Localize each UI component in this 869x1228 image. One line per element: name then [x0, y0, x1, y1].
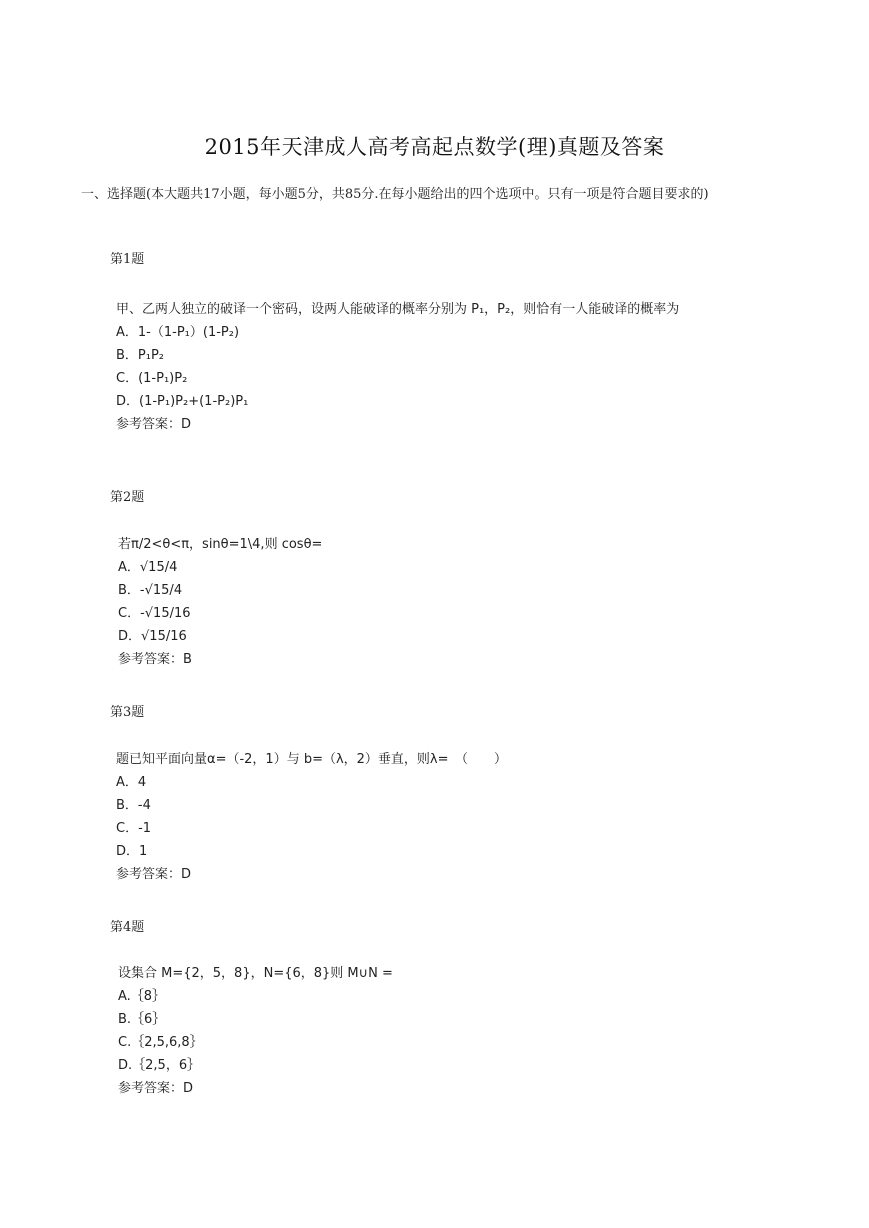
option-a: A．1-（1-P₁）(1-P₂) — [116, 325, 240, 340]
option-d: D.｛2,5，6｝ — [118, 1058, 201, 1073]
section-intro: 一、选择题(本大题共17小题，每小题5分，共85分.在每小题给出的四个选项中。只有一项是符合题目要求的) — [81, 187, 709, 202]
answer: 参考答案：B — [118, 652, 192, 667]
option-c: C．(1-P₁)P₂ — [116, 371, 188, 386]
option-a: A．4 — [116, 775, 147, 790]
option-b: B.｛6｝ — [118, 1012, 166, 1027]
option-a: A．√15/4 — [118, 560, 178, 575]
answer: 参考答案：D — [116, 417, 192, 432]
option-a: A.｛8｝ — [118, 989, 166, 1004]
question-number: 第2题 — [110, 490, 145, 505]
question-4 — [118, 962, 393, 1100]
option-d: D．√15/16 — [118, 629, 187, 644]
question-stem: 甲、乙两人独立的破译一个密码，设两人能破译的概率分别为 P₁，P₂，则恰有一人能破译的概率为 — [116, 302, 680, 317]
question-3 — [116, 748, 507, 886]
question-number: 第4题 — [110, 920, 145, 935]
option-b: B．P₁P₂ — [116, 348, 165, 363]
option-d: D．(1-P₁)P₂+(1-P₂)P₁ — [116, 394, 249, 409]
option-c: C.｛2,5,6,8｝ — [118, 1035, 203, 1050]
question-stem: 若π/2<θ<π，sinθ=1\4,则 cosθ= — [118, 537, 323, 552]
option-b: B．-√15/4 — [118, 583, 183, 598]
answer: 参考答案：D — [116, 867, 192, 882]
question-number: 第1题 — [110, 252, 145, 267]
question-stem: 题已知平面向量α=（-2，1）与 b=（λ，2）垂直，则λ= （ ） — [116, 752, 508, 767]
option-c: C．-1 — [116, 821, 152, 836]
question-number: 第3题 — [110, 705, 145, 720]
question-2 — [118, 533, 322, 671]
option-c: C．-√15/16 — [118, 606, 191, 621]
option-b: B．-4 — [116, 798, 151, 813]
answer: 参考答案：D — [118, 1081, 194, 1096]
option-d: D．1 — [116, 844, 148, 859]
question-stem: 设集合 M={2，5，8}，N={6，8}则 M∪N = — [118, 966, 393, 981]
question-1 — [116, 298, 736, 436]
document-title: 2015年天津成人高考高起点数学(理)真题及答案 — [204, 135, 665, 159]
